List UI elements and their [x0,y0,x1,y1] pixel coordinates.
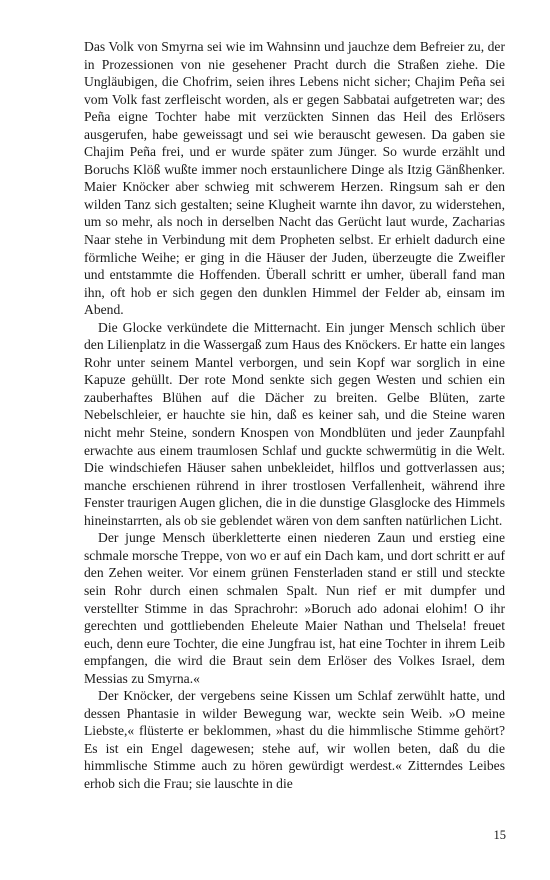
paragraph-1: Das Volk von Smyrna sei wie im Wahnsinn und jauchze dem Befreier zu, der in Prozessionen von nie gesehener Pracht durch die Straßen ziehe. Die Ungläubigen, die Chofrim, seien ihres Lebens nicht sicher; Chajim Peña sei vom Volk fast zerfleischt worden, als er gegen Sabbatai aufgetreten war; des Peña eigne Tochter habe mit verzückten Sinnen das Heil des Erlösers ausgerufen, habe geweissagt und sei wie berauscht gewesen. Da gaben sie Chajim Peña frei, und er wurde später zum Jünger. So wurde erzählt und Boruchs Klöß wußte immer noch erstaunlichere Dinge als Itzig Gänßhenker. Maier Knöcker aber schwieg mit schwerem Herzen. Ringsum sah er den wilden Tanz sich gestalten; seine Klugheit warnte ihn davor, zu widerstehen, um so mehr, als noch in derselben Nacht das Gerücht laut wurde, Zacharias Naar stehe in Verbindung mit dem Propheten selbst. Er erhielt dadurch eine förmliche Weihe; er ging in die Häuser der Juden, überzeugte die Zweifler und entstammte die Hoffenden. Überall schritt er umher, überall fand man ihn, oft hob er sich gegen den dunklen Himmel der Felder ab, einsam im Abend. [84,39,505,318]
body-text [84,38,505,793]
paragraph-2: Die Glocke verkündete die Mitternacht. Ein junger Mensch schlich über den Lilienplatz in die Wassergaß zum Haus des Knöckers. Er hatte ein langes Rohr unter seinem Mantel verborgen, und sein Kopf war sorglich in eine Kapuze gehüllt. Der rote Mond senkte sich gegen Westen und schien ein zauberhaftes Blühen auf die Dächer zu breiten. Gelbe Blüten, zarte Nebelschleier, er hauchte sie hin, daß es keiner sah, und die Steine waren nicht mehr Steine, sondern Knospen von Mondblüten und jeder Zaunpfahl erwachte aus einem traumlosen Schlaf und guckte schwermütig in die Welt. Die windschiefen Häuser sahen unbekleidet, hilflos und gottverlassen aus; manche erschienen rührend in ihrer trostlosen Verfallenheit, während ihre Fenster traurigen Augen glichen, die in die dunstige Glasglocke des Himmels hineinstarrten, als ob sie geblendet wären von dem sanften natürlichen Licht. [84,319,505,528]
paragraph-4: Der Knöcker, der vergebens seine Kissen um Schlaf zerwühlt hatte, und dessen Phantasie in wilder Bewegung war, weckte sein Weib. »O meine Liebste,« flüsterte er beklommen, »hast du die himmlische Stimme gehört? Es ist ein Engel dagewesen; stehe auf, wir wollen beten, daß du die himmlische Stimme auch zu hören gewürdigt werdest.« Zitterndes Leibes erhob sich die Frau; sie lauschte in die [84,688,505,791]
paragraph-3: Der junge Mensch überkletterte einen niederen Zaun und erstieg eine schmale morsche Treppe, von wo er auf ein Dach kam, und dort schritt er auf den Zehen weiter. Vor einem grünen Fensterladen stand er still und steckte sein Rohr durch einen schmalen Spalt. Nun rief er mit dumpfer und verstellter Stimme in das Sprachrohr: »Boruch ado adonai elohim! O ihr gerechten und gottliebenden Eheleute Maier Nathan und Thelsela! freuet euch, denn eure Tochter, die eine Jungfrau ist, hat eine Tochter in ihrem Leib empfangen, die wird die Braut sein dem Erlöser des Volkes Israel, dem Messias zu Smyrna.« [84,530,505,686]
page-number: 15 [493,828,506,842]
